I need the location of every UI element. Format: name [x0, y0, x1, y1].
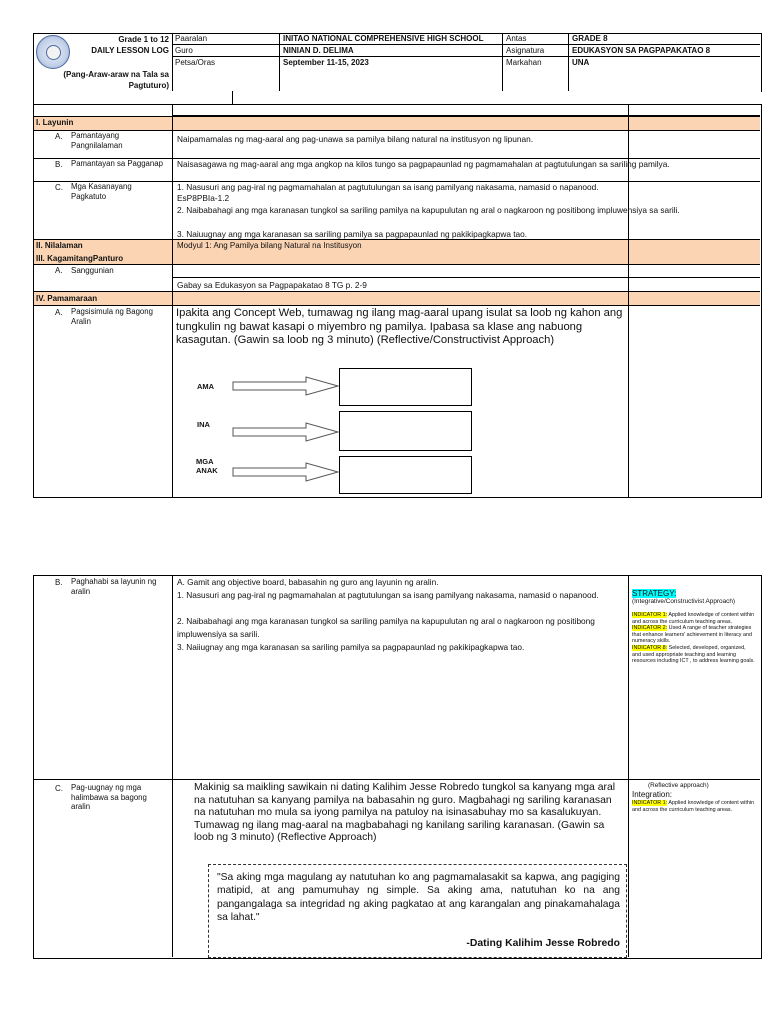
pamamaraan-b-label: Paghahabi sa layunin ng aralin: [71, 577, 157, 596]
divider: [502, 33, 503, 91]
indicator-1-block: [632, 800, 756, 813]
divider: [172, 239, 173, 252]
deped-seal-logo: [36, 35, 70, 69]
item-letter: C.: [55, 784, 63, 793]
col-divider: [172, 575, 173, 957]
label-markahan: Markahan: [506, 58, 542, 67]
spacer-row: [33, 91, 761, 105]
value-quarter: UNA: [572, 58, 590, 67]
pamamaraan-c-label: Pag-uugnay ng mga halimbawa sa bagong aralin: [71, 783, 147, 811]
divider: [628, 239, 629, 252]
pamamaraan-c-text: Makinig sa maikling sawikain ni dating Kalihim Jesse Robredo tungkol sa kanyang mga aral na natutuhan sa kanyang pamilya na babasahin ng guro. Magbahagi ng sariling karanasan na natutuhan mo mula sa iyong pamilya na patuloy na isinasabuhay mo sa kasalukuyan. Tumawag ng ilang mag-aaral na magbabahagi ng kanilang sariling karanasan. (Gawin sa loob ng 3 minuto) (Reflective Approach): [194, 782, 616, 844]
arrow-icon: [232, 376, 340, 396]
arrow-icon: [232, 422, 340, 442]
divider: [172, 116, 173, 130]
divider: [172, 291, 173, 305]
layunin-a-label: Pamantayang Pangnilalaman: [71, 131, 123, 150]
item-letter: B.: [55, 578, 63, 587]
indicator-1-block: [632, 612, 756, 625]
divider: [279, 33, 280, 91]
pamamaraan-a-text: Ipakita ang Concept Web, tumawag ng ilang mag-aaral upang isulat sa loob ng kahon ang tungkulin ng bawat kasapi o miyembro ng pamilya. Ipabasa sa klase ang nabuong kasagutan. (Gawin sa loob ng 3 minuto) (Reflective/Constructivist Approach): [176, 307, 623, 346]
strategy-note: (Integrative/Constructivist Approach): [632, 598, 736, 605]
arrow-icon: [232, 462, 340, 482]
divider: [628, 252, 629, 264]
section-pamamaraan: IV. Pamamaraan: [36, 294, 98, 303]
indicator-1-label: INDICATOR 1:: [632, 800, 668, 806]
divider: [33, 779, 760, 780]
label-paaralan: Paaralan: [175, 34, 208, 43]
divider: [628, 116, 629, 130]
layunin-c-line-1: 1. Nasusuri ang pag-iral ng pagmamahalan at pagtutulungan sa isang pamilyang nakasama, namasid o napanood.: [177, 182, 599, 192]
sanggunian-label: Sanggunian: [71, 266, 114, 275]
indicator-8-label: INDICATOR 8:: [632, 644, 668, 651]
layunin-c-label: Mga Kasanayang Pagkatuto: [71, 182, 132, 201]
indicator-1-text: Applied knowledge of content within and across the curriculum teaching areas.: [632, 612, 755, 625]
quote-text: "Sa aking mga magulang ay natutuhan ko ang pagmamalasakit sa kapwa, ang pagiging matipid, at ang pamumuhay ng simple. Sa aking ama, natutuhan ko na ang pangangalaga sa integridad ng aking pagkatao at ang karangalan ang pinakamahalaga sa lahat.": [217, 872, 620, 923]
sanggunian-text: Gabay sa Edukasyon sa Pagpapakatao 8 TG p. 2-9: [177, 280, 367, 290]
divider: [232, 91, 233, 104]
pamamaraan-a-label: Pagsisimula ng Bagong Aralin: [71, 307, 153, 326]
side-notes-c: [632, 782, 756, 813]
indicator-1-label: INDICATOR 1:: [632, 612, 668, 618]
col-divider: [628, 575, 629, 957]
divider: [628, 291, 629, 305]
approach-note: (Reflective approach): [648, 782, 709, 789]
log-subtitle: (Pang-Araw-araw na Tala sa Pagtuturo): [63, 70, 169, 90]
indicator-2-block: [632, 625, 756, 645]
answer-box-mga-anak[interactable]: [339, 456, 472, 494]
answer-box-ama[interactable]: [339, 368, 472, 406]
value-grade: GRADE 8: [572, 34, 608, 43]
web-label-mga-anak: MGA ANAK: [196, 457, 218, 475]
seal-inner: [46, 45, 61, 60]
layunin-b-label: Pamantayan sa Pagganap: [71, 159, 163, 168]
indicator-8-block: [632, 645, 756, 665]
layunin-a-text: Naipamamalas ng mag-aaral ang pag-unawa sa pamilya bilang natural na institusyon ng lipunan.: [177, 134, 534, 144]
section-kagamitan: III. KagamitangPanturo: [36, 254, 124, 263]
label-antas: Antas: [506, 34, 527, 43]
indicator-1-text: Applied knowledge of content within and across the curriculum teaching areas.: [632, 800, 755, 813]
integration-label: Integration:: [632, 790, 673, 799]
section-layunin: I. Layunin: [36, 118, 74, 127]
layunin-c-line-3: 2. Naibabahagi ang mga karanasan tungkol sa sariling pamilya na kapupulutan ng aral o nagkaroon ng positibong impluwensiya sa sarili.: [177, 205, 680, 215]
divider: [172, 252, 173, 264]
value-teacher: NINIAN D. DELIMA: [283, 46, 354, 55]
divider: [172, 44, 760, 45]
section-kagamitan-bar: [34, 252, 760, 265]
item-letter: A.: [55, 266, 63, 275]
label-guro: Guro: [175, 46, 193, 55]
indicator-2-label: INDICATOR 2:: [632, 625, 668, 632]
nilalaman-text: Modyul 1: Ang Pamilya bilang Natural na Institusyon: [177, 241, 362, 250]
strategy-label: STRATEGY:: [632, 589, 677, 598]
section-nilalaman: II. Nilalaman: [36, 241, 83, 250]
divider: [172, 33, 173, 91]
side-notes-b: [632, 589, 756, 665]
pamamaraan-b-line-1: A. Gamit ang objective board, babasahin ng guro ang layunin ng aralin.: [177, 577, 439, 587]
layunin-b-text: Naisasagawa ng mag-aaral ang mga angkop na kilos tungo sa pagpapaunlad ng pagmamahalan at pagtutulungan sa sariling pamilya.: [177, 159, 670, 169]
value-school: INITAO NATIONAL COMPREHENSIVE HIGH SCHOOL: [283, 34, 484, 43]
section-pamamaraan-bar: [34, 291, 760, 306]
divider: [568, 33, 569, 91]
pamamaraan-b-line-2: 1. Nasusuri ang pag-iral ng pagmamahalan at pagtutulungan sa isang pamilyang nakasama, namasid o napanood.: [177, 590, 599, 600]
layunin-c-line-4: 3. Naiuugnay ang mga karanasan sa sariling pamilya sa pagpapaunlad ng pakikipagkapwa tao.: [177, 229, 528, 239]
section-nilalaman-bar: [34, 239, 760, 253]
section-layunin-bar: [34, 116, 760, 131]
label-petsa: Petsa/Oras: [175, 58, 216, 67]
web-label-ama: AMA: [197, 382, 215, 391]
value-subject: EDUKASYON SA PAGPAPAKATAO 8: [572, 46, 711, 55]
pamamaraan-b-line-4: 3. Naiiugnay ang mga karanasan sa sariling pamilya sa pagpapaunlad ng pakikipagkapwa tao.: [177, 642, 525, 652]
value-date: September 11-15, 2023: [283, 58, 369, 67]
item-letter: C.: [55, 183, 63, 192]
pamamaraan-b-line-3: 2. Naibabahagi ang mga karanasan tungkol sa sariling pamilya na kapupulutan ng aral o nagkaroon ng positibong impluwensiya sa sarili.: [177, 616, 595, 639]
quote-box: [208, 864, 627, 958]
grade-range: Grade 1 to 12: [118, 35, 169, 44]
label-asignatura: Asignatura: [506, 46, 545, 55]
item-letter: B.: [55, 160, 63, 169]
answer-box-ina[interactable]: [339, 411, 472, 451]
layunin-c-line-2: EsP8PBIa-1.2: [177, 193, 230, 203]
item-letter: A.: [55, 132, 63, 141]
quote-attribution: -Dating Kalihim Jesse Robredo: [466, 938, 620, 949]
item-letter: A.: [55, 308, 63, 317]
log-title: DAILY LESSON LOG: [91, 46, 169, 55]
divider: [172, 277, 760, 278]
web-label-ina: INA: [197, 420, 210, 429]
indicator-2-text: Used A range of teacher strategies that enhance learners' achievement in literacy and numeracy skills.: [632, 625, 752, 645]
divider: [172, 56, 760, 57]
indicator-8-text: Selected, developed, organized, and used appropriate teaching and learning resources including ICT , to address learning goals.: [632, 644, 755, 665]
